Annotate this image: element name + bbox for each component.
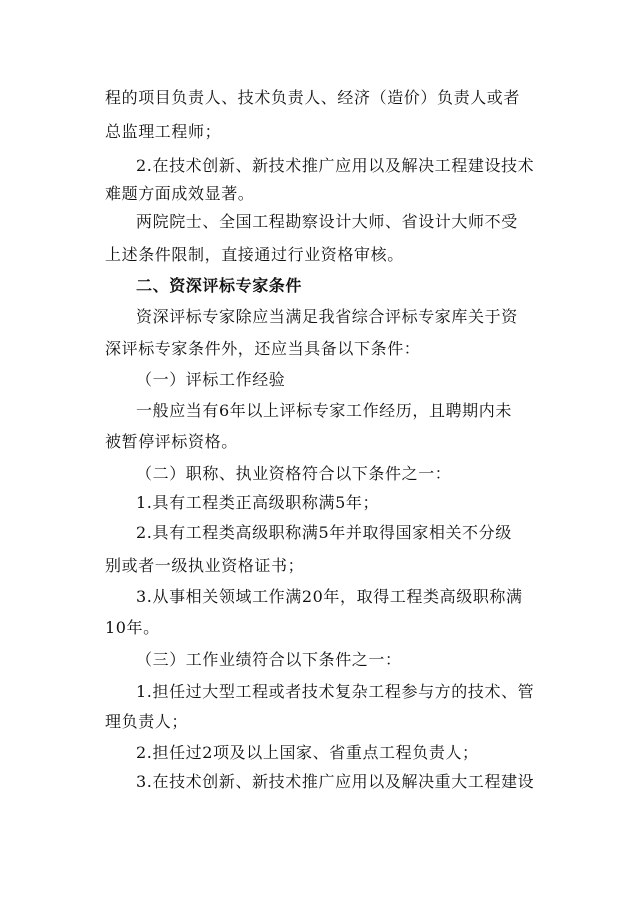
paragraph-line: 两院院士、全国工程勘察设计大师、省设计大师不受	[136, 212, 518, 231]
paragraph-line: 上述条件限制，直接通过行业资格审核。	[105, 245, 404, 264]
subsection-heading: （三）工作业绩符合以下条件之一：	[136, 650, 402, 669]
subsection-heading: （二）职称、执业资格符合以下条件之一：	[136, 464, 452, 483]
list-item: 2.具有工程类高级职称满5年并取得国家相关不分级	[136, 523, 512, 542]
list-item: 1.具有工程类正高级职称满5年；	[136, 493, 380, 512]
paragraph-line: 理负责人；	[105, 712, 189, 731]
paragraph-line: 2.在技术创新、新技术推广应用以及解决工程建设技术	[136, 156, 535, 175]
list-item: 1.担任过大型工程或者技术复杂工程参与方的技术、管	[136, 682, 535, 701]
subsection-heading: （一）评标工作经验	[136, 370, 286, 389]
paragraph-line: 资深评标专家除应当满足我省综合评标专家库关于资	[136, 307, 518, 326]
list-item: 3.从事相关领域工作满20年，取得工程类高级职称满	[136, 587, 523, 606]
paragraph-line: 总监理工程师；	[105, 122, 222, 141]
section-heading: 二、资深评标专家条件	[136, 276, 303, 295]
paragraph-line: 10年。	[105, 618, 160, 637]
paragraph-line: 一般应当有6年以上评标专家工作经历，且聘期内未	[136, 401, 512, 420]
paragraph-line: 难题方面成效显著。	[105, 184, 255, 203]
paragraph-line: 深评标专家条件外，还应当具备以下条件：	[105, 339, 421, 358]
list-item: 3.在技术创新、新技术推广应用以及解决重大工程建设	[136, 772, 535, 791]
paragraph-line: 被暂停评标资格。	[105, 432, 238, 451]
paragraph-line: 程的项目负责人、技术负责人、经济（造价）负责人或者	[105, 88, 521, 107]
paragraph-line: 别或者一级执业资格证书；	[105, 556, 305, 575]
list-item: 2.担任过2项及以上国家、省重点工程负责人；	[136, 743, 479, 762]
